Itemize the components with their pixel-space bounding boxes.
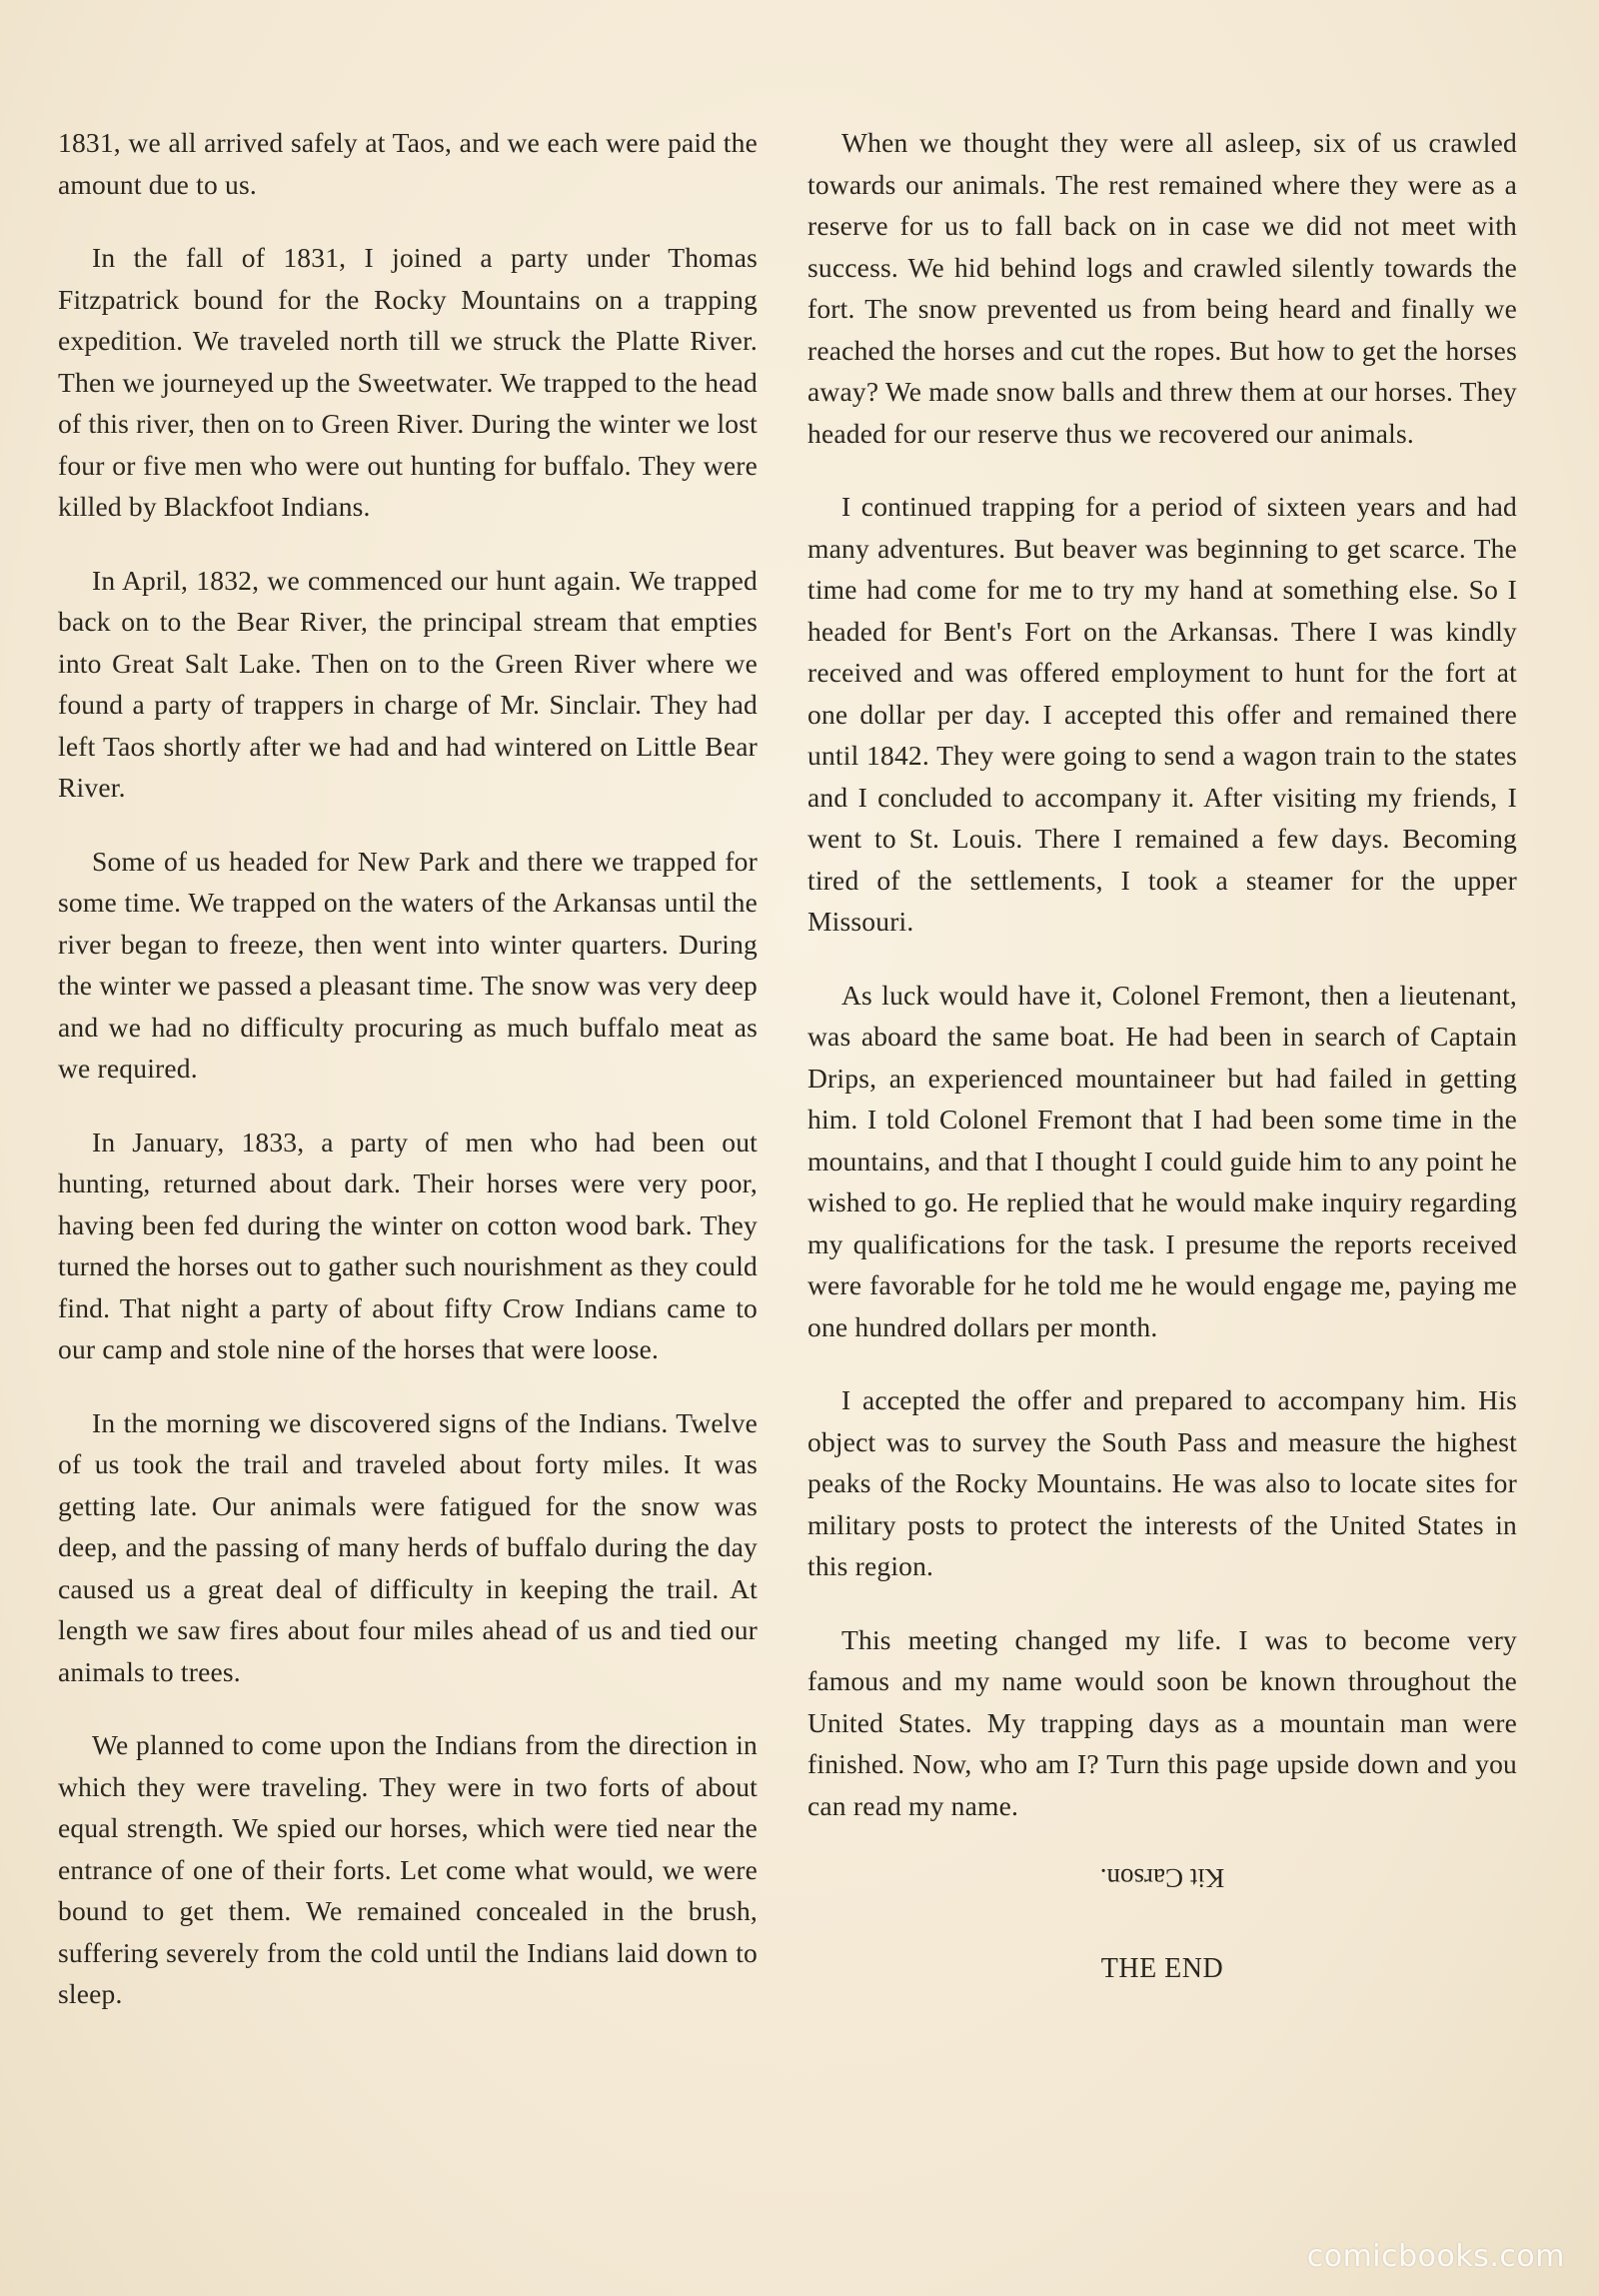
paragraph: In January, 1833, a party of men who had been out hunting, returned about dark. Their horses were very poor, having been fed during the winter on cotton wood bark. They turned the horses out to gather such nourishment as they could find. That night a party of about fifty Crow Indians came to our camp and stole nine of the horses that were loose.: [58, 1126, 758, 1364]
upside-down-signature: Kit Carson.: [1099, 1863, 1225, 1893]
paragraph: We planned to come upon the Indians from the direction in which they were traveling. They were in two forts of about equal strength. We spied our horses, which were tied near the entrance of one of their forts. Let come what would, we were bound to get them. We remained concealed in the brush, suffering severely from the cold until the Indians laid down to sleep.: [58, 1729, 758, 2009]
paragraph: In April, 1832, we commenced our hunt again. We trapped back on to the Bear River, the principal stream that empties into Great Salt Lake. Then on to the Green River where we found a party of trappers in charge of Mr. Sinclair. They had left Taos shortly after we had and had wintered on Little Bear River.: [58, 564, 758, 803]
paragraph: In the morning we discovered signs of the Indians. Twelve of us took the trail and traveled about forty miles. It was getting late. Our animals were fatigued for the snow was deep, and the passing of many herds of buffalo during the day caused us a great deal of difficulty in keeping the trail. At length we saw fires about four miles ahead of us and tied our animals to trees.: [58, 1406, 758, 1687]
paragraph: In the fall of 1831, I joined a party under Thomas Fitzpatrick bound for the Rocky Mountains on a trapping expedition. We traveled north till we struck the Platte River. Then we journeyed up the Sweetwater. We trapped to the head of this river, then on to Green River. During the winter we lost four or five men who were out hunting for buffalo. They were killed by Blackfoot Indians.: [58, 242, 758, 522]
paragraph: This meeting changed my life. I was to become very famous and my name would soon be known throughout the United States. My trapping days as a mountain man were finished. Now, who am I? Turn this page upside down and you can read my name.: [807, 1623, 1517, 1821]
paragraph: I continued trapping for a period of sixteen years and had many adventures. But beaver was beginning to get scarce. The time had come for me to try my hand at something else. So I headed for Bent's Fort on the Arkansas. There I was kindly received and was offered employment to hunt for the fort at one dollar per day. I accepted this offer and remained there until 1842. They were going to send a wagon train to the states and I concluded to accompany it. After visiting my friends, I went to St. Louis. There I remained a few days. Becoming tired of the settlements, I took a steamer for the upper Missouri.: [807, 491, 1517, 937]
paragraph: Some of us headed for New Park and there we trapped for some time. We trapped on the waters of the Arkansas until the river began to freeze, then went into winter quarters. During the winter we passed a pleasant time. The snow was very deep and we had no difficulty procuring as much buffalo meat as we required.: [58, 845, 758, 1084]
left-text-column: [58, 122, 758, 2047]
paragraph: When we thought they were all asleep, six of us crawled towards our animals. The rest remained where they were as a reserve for us to fall back on in case we did not meet with success. We hid behind logs and crawled silently towards the fort. The snow prevented us from being heard and finally we reached the horses and cut the ropes. But how to get the horses away? We made snow balls and threw them at our horses. They headed for our reserve thus we recovered our animals.: [807, 127, 1517, 449]
right-text-column: [807, 122, 1517, 1985]
the-end-label: THE END: [1100, 1953, 1224, 1984]
paragraph: 1831, we all arrived safely at Taos, and we each were paid the amount due to us.: [58, 127, 758, 200]
watermark: comicbooks.com: [1306, 2239, 1565, 2274]
paragraph: I accepted the offer and prepared to accompany him. His object was to survey the South Pass and measure the highest peaks of the Rocky Mountains. He was also to locate sites for military posts to protect the interests of the United States in this region.: [807, 1384, 1517, 1581]
paragraph: As luck would have it, Colonel Fremont, then a lieutenant, was aboard the same boat. He had been in search of Captain Drips, an experienced mountaineer but had failed in getting him. I told Colonel Fremont that I had been some time in the mountains, and that I thought I could guide him to any point he wished to go. He replied that he would make inquiry regarding my qualifications for the task. I presume the reports received were favorable for he told me he would engage me, paying me one hundred dollars per month.: [807, 979, 1517, 1342]
